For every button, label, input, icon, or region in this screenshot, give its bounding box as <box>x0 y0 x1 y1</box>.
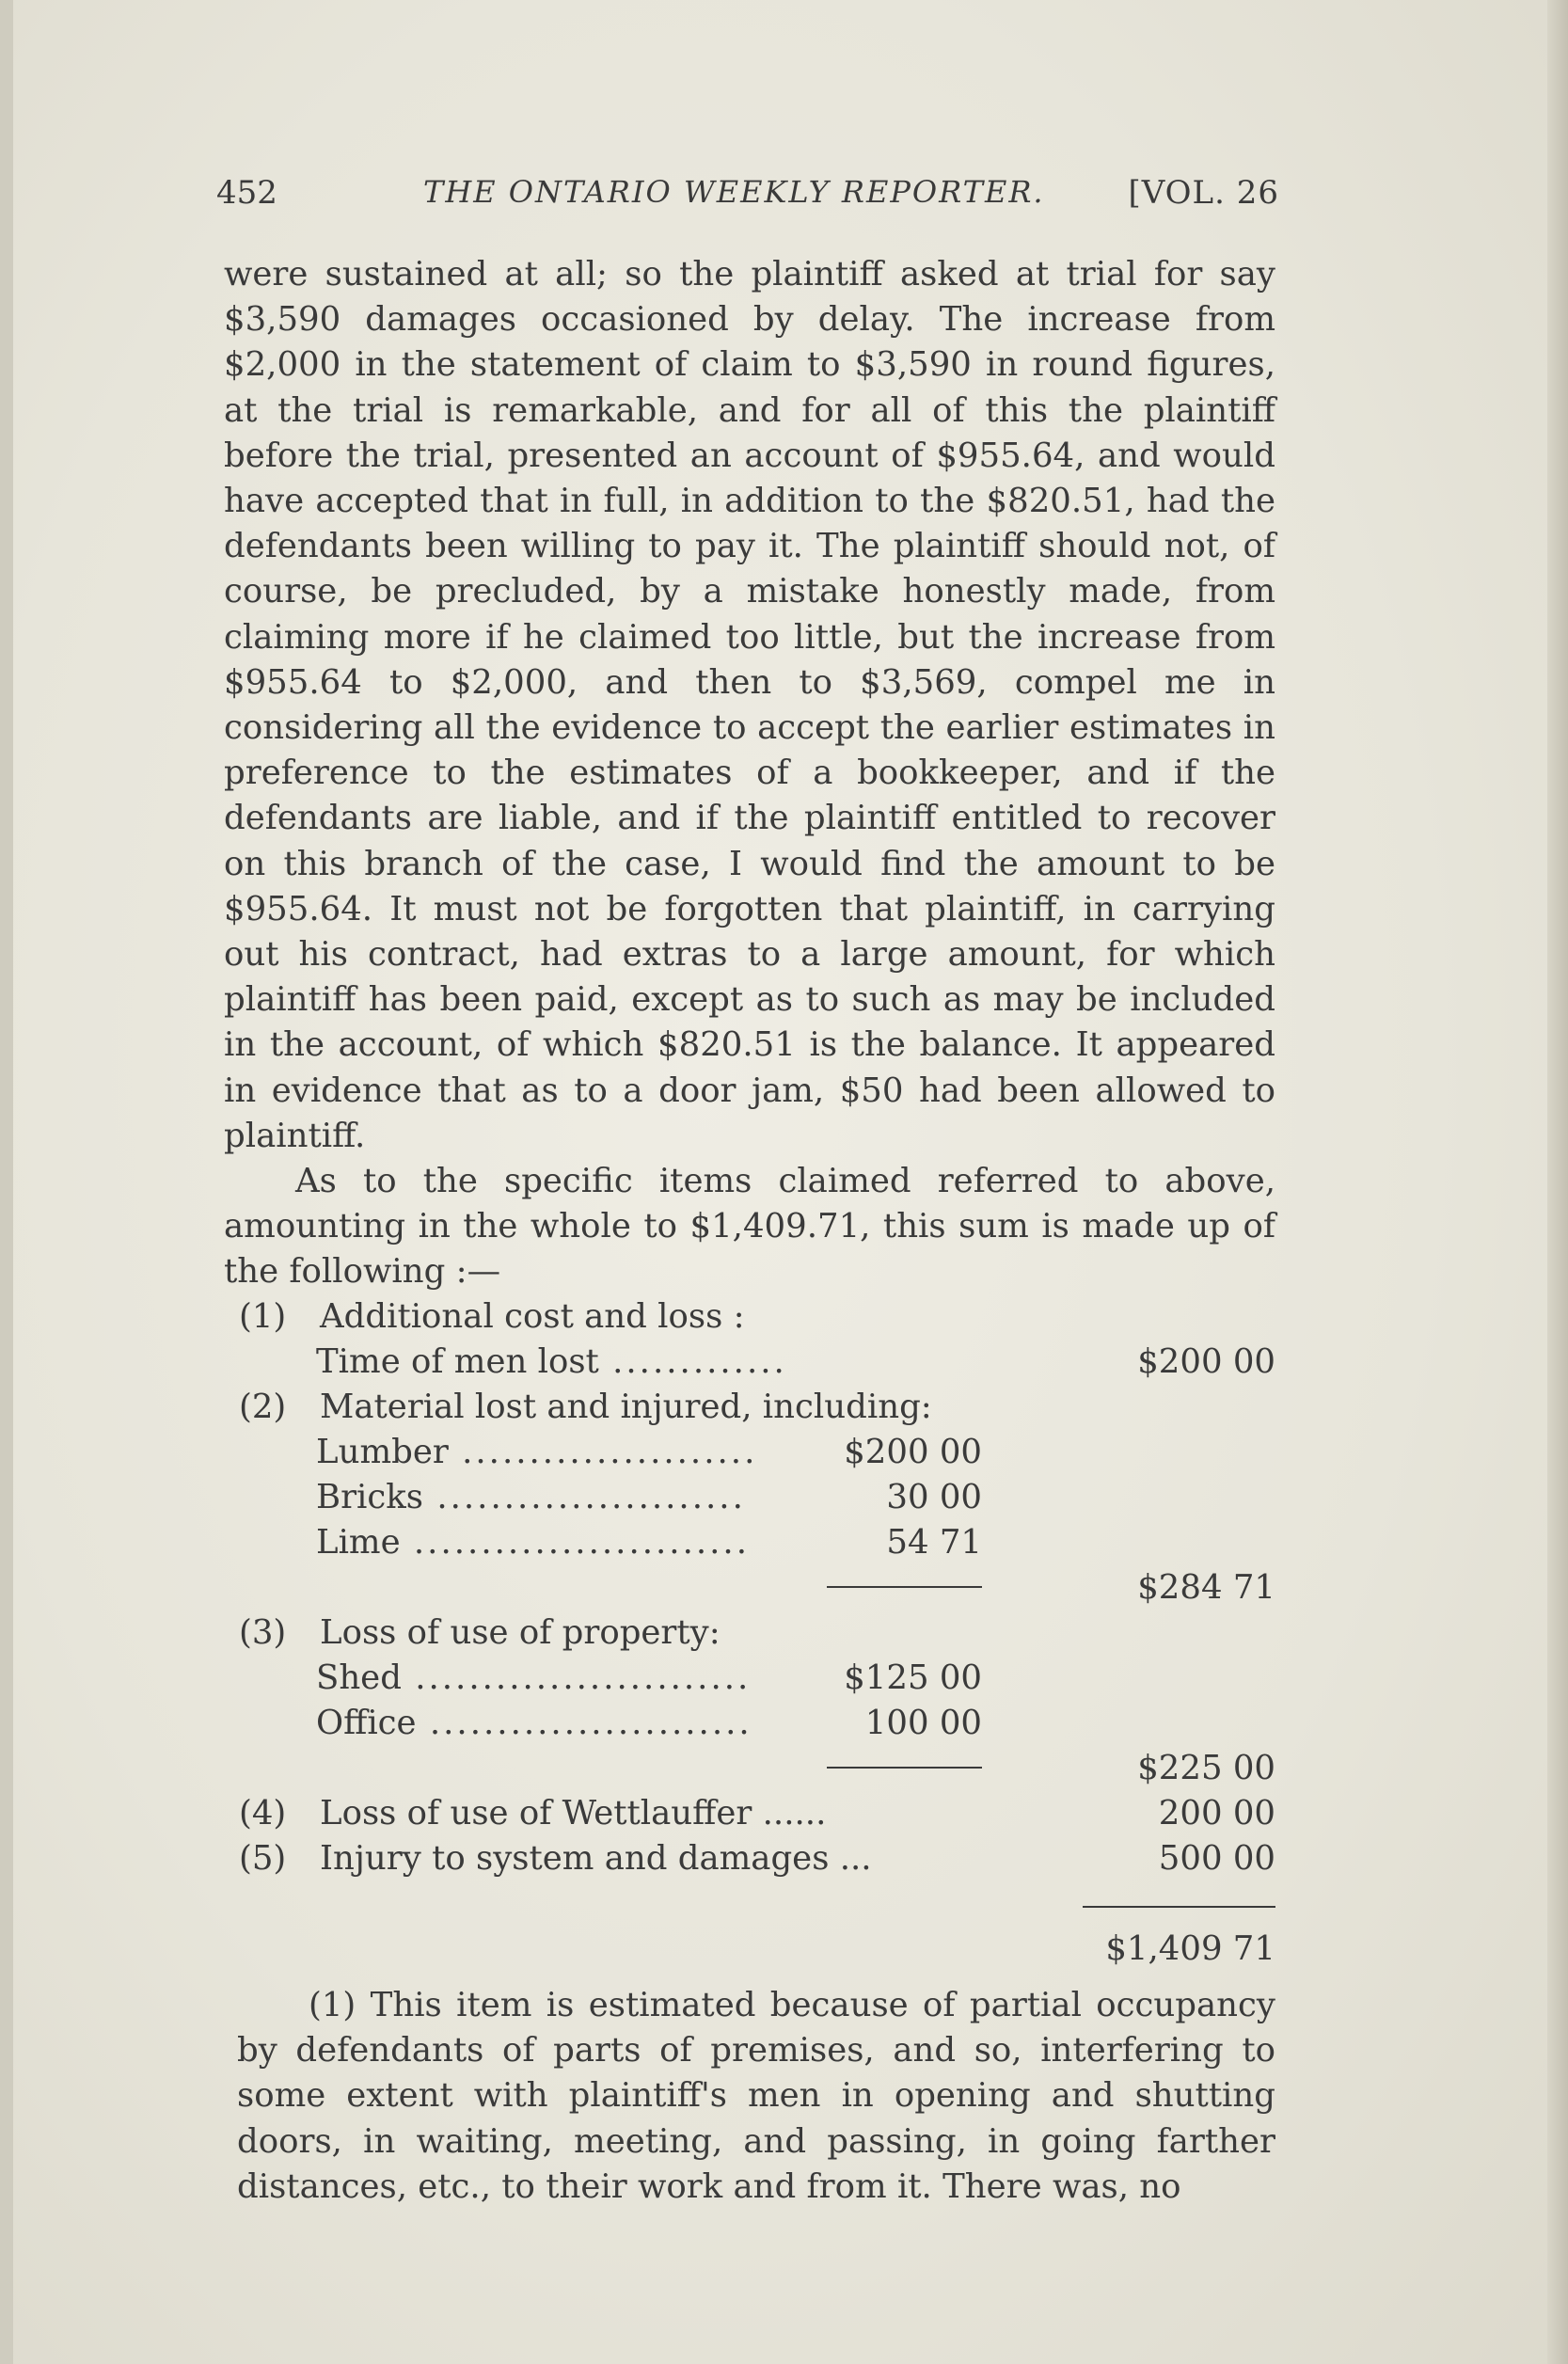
subtotal-rule <box>827 1767 982 1769</box>
item-label-text: Injury to system and damages <box>320 1839 830 1878</box>
sub-item <box>316 1430 757 1475</box>
item-number: (5) <box>239 1839 287 1878</box>
grand-total-rule-row <box>224 1881 1275 1927</box>
sub-item-row <box>224 1656 1275 1701</box>
item-number: (2) <box>239 1388 287 1426</box>
running-title: THE ONTARIO WEEKLY REPORTER. <box>423 174 1045 210</box>
item-4-row <box>224 1791 1275 1836</box>
sub-item-amount: 54 71 <box>886 1523 982 1562</box>
grand-total-row <box>224 1927 1275 1972</box>
volume-label: [VOL. 26 <box>1128 174 1279 212</box>
item-label <box>320 1836 872 1881</box>
leader-dots: ......................... <box>400 1523 751 1562</box>
sub-item-amount: $200 00 <box>844 1433 982 1471</box>
item-5-row <box>224 1836 1275 1881</box>
sub-item-label: Time of men lost <box>316 1342 599 1381</box>
sub-item <box>316 1475 746 1520</box>
item-label-text: Loss of use of Wettlauffer <box>320 1794 752 1832</box>
item-2-total-row <box>224 1565 1275 1610</box>
body-text <box>224 252 1275 1295</box>
leader-dots: ... <box>829 1839 872 1878</box>
paragraph-item-1-explanation: (1) This item is estimated because of partial occupancy by defendants of parts of premises, and so, interfering to some extent with plaintiff's men in opening and shutting doors, in waiting, meeting, and passing, in going farther distances, etc., to their work and from it. There was, no <box>237 1986 1275 2206</box>
item-total: $225 00 <box>1137 1749 1275 1787</box>
sub-item-row <box>224 1475 1275 1520</box>
sub-item <box>316 1520 750 1565</box>
subtotal-rule <box>827 1586 982 1588</box>
item-label: Additional cost and loss : <box>320 1297 745 1336</box>
sub-item-row <box>224 1520 1275 1565</box>
leader-dots: ............. <box>598 1342 787 1381</box>
sub-item <box>316 1340 787 1385</box>
tail-text <box>237 1983 1275 2210</box>
item-1-line <box>224 1340 1275 1385</box>
page-number: 452 <box>216 174 277 212</box>
paragraph-specific-items: As to the specific items claimed referred to above, amounting in the whole to $1,409.71, this sum is made up of the following :— <box>224 1162 1275 1292</box>
sub-item-label: Lumber <box>316 1433 449 1471</box>
leader-dots: ....................... <box>423 1478 746 1516</box>
item-3-total-row <box>224 1746 1275 1791</box>
leader-dots: ........................ <box>416 1704 752 1742</box>
sub-item-amount: 30 00 <box>886 1478 982 1516</box>
leader-dots: ......................... <box>401 1658 752 1697</box>
page-header <box>216 174 1279 230</box>
item-3-heading <box>224 1610 1275 1656</box>
sub-item-label: Bricks <box>316 1478 424 1516</box>
paragraph-damages: were sustained at all; so the plaintiff asked at trial for say $3,590 damages occasioned by delay. The increase from $2,000 in the statement of claim to $3,590 in round figures, at the trial is remarkable, and for all of this the plaintiff before the trial, presented an account of $955.64, and would have accepted that in full, in addition to the $820.51, had the defendants been willing to pay it. The plaintiff should not, of course, be precluded, by a mistake honestly made, from claiming more if he claimed too little, but the increase from $955.64 to $2,000, and then to $3,569, compel me in considering all the evidence to accept the earlier estimates in preference to the estimates of a bookkeeper, and if the defendants are liable, and if the plaintiff entitled to recover on this branch of the case, I would find the amount to be $955.64. It must not be forgotten that plaintiff, in carrying out his contract, had extras to a large amount, for which plaintiff has been paid, except as to such as may be included in the account, of which $820.51 is the balance. It appeared in evidence that as to a door jam, $50 had been allowed to plaintiff. <box>224 255 1275 1155</box>
item-2-heading <box>224 1385 1275 1430</box>
item-number: (4) <box>239 1794 287 1832</box>
sub-item-amount: $125 00 <box>844 1658 982 1697</box>
item-label: Loss of use of property: <box>320 1613 721 1652</box>
item-total: 500 00 <box>1158 1839 1275 1878</box>
item-total: $284 71 <box>1137 1568 1275 1607</box>
sub-item <box>316 1701 752 1746</box>
item-1-heading <box>224 1294 1275 1340</box>
sub-item-label: Lime <box>316 1523 401 1562</box>
leader-dots: ...... <box>752 1794 827 1832</box>
page-left-edge <box>0 0 13 2364</box>
items-table <box>224 1294 1275 1972</box>
item-total: 200 00 <box>1158 1794 1275 1832</box>
item-number: (3) <box>239 1613 287 1652</box>
sub-item-row <box>224 1430 1275 1475</box>
sub-item-row <box>224 1701 1275 1746</box>
sub-item-label: Shed <box>316 1658 402 1697</box>
item-label: Material lost and injured, including: <box>320 1388 932 1426</box>
sub-item-amount: 100 00 <box>864 1704 982 1742</box>
item-number: (1) <box>239 1297 287 1336</box>
item-label <box>320 1791 826 1836</box>
total-rule <box>1083 1906 1275 1908</box>
item-total: $200 00 <box>1137 1342 1275 1381</box>
sub-item-label: Office <box>316 1704 417 1742</box>
page-right-edge <box>1547 0 1568 2364</box>
sub-item <box>316 1656 751 1701</box>
grand-total: $1,409 71 <box>1105 1929 1275 1968</box>
leader-dots: ...................... <box>448 1433 758 1471</box>
